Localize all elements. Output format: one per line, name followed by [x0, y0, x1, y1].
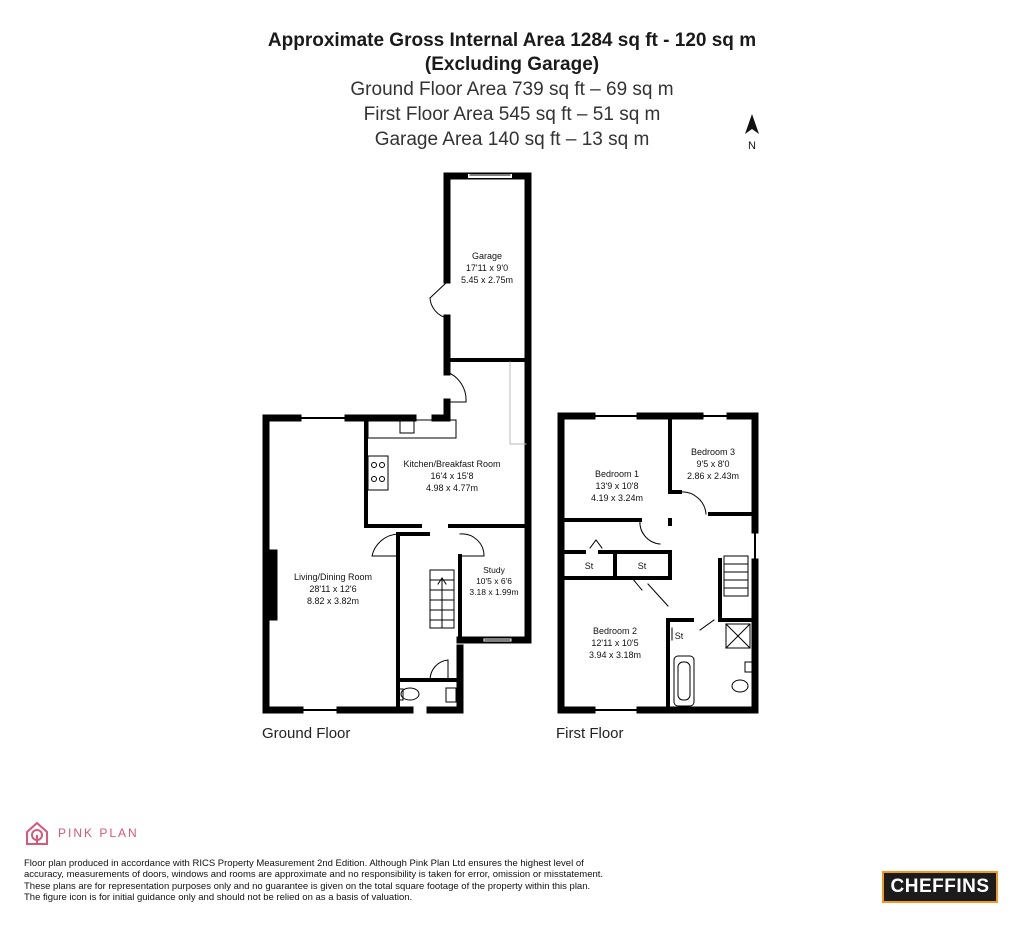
kitchen-hob [368, 456, 388, 490]
store1-label: St [584, 561, 594, 571]
garage-area: Garage Area 140 sq ft – 13 sq m [374, 129, 650, 150]
bedroom2-name: Bedroom 2 [592, 626, 638, 636]
wc-basin [446, 688, 456, 702]
bathroom-door [700, 620, 714, 630]
bathroom-basin [745, 662, 752, 672]
bedroom1-imperial: 13'9 x 10'8 [595, 481, 639, 491]
bedroom1-door [640, 520, 660, 544]
bedroom2-metric: 3.94 x 3.18m [588, 650, 642, 660]
kitchen-side-door [447, 372, 466, 402]
first-floor-stairs [724, 556, 748, 596]
garage-metric: 5.45 x 2.75m [460, 275, 514, 285]
disclaimer-text: Floor plan produced in accordance with RICS Property Measurement 2nd Edition. Although Pink Plan Ltd ensures the highest level of accuracy, measurements of doors, windows and rooms are approximate and no responsibility is taken for error, omission or misstatement. These plans are for representation purposes only and no guarantee is given on the total square footage of the property within this plan. The figure icon is for initial guidance only and should not be relied on as a basis of valuation. [24, 858, 604, 904]
pink-plan-logo-icon [24, 820, 50, 846]
fireplace [268, 550, 277, 620]
area-summary-note: (Excluding Garage) [424, 54, 600, 75]
bedroom2-door [648, 584, 668, 606]
living-metric: 8.82 x 3.82m [306, 596, 360, 606]
study-name: Study [483, 565, 505, 575]
bedroom3-imperial: 9'5 x 8'0 [696, 459, 730, 469]
store2-label: St [637, 561, 647, 571]
garage-imperial: 17'11 x 9'0 [465, 263, 509, 273]
bedroom1-name: Bedroom 1 [594, 469, 640, 479]
study-metric: 3.18 x 1.99m [469, 587, 519, 597]
first-floor-label: First Floor [556, 725, 624, 742]
kitchen-name: Kitchen/Breakfast Room [403, 459, 501, 469]
bedroom2-imperial: 12'11 x 10'5 [591, 638, 639, 648]
bathroom-toilet [732, 680, 748, 692]
garage-name: Garage [471, 251, 503, 261]
ground-floor-stairs [430, 570, 454, 628]
living-name: Living/Dining Room [293, 572, 373, 582]
bedroom3-name: Bedroom 3 [690, 447, 736, 457]
store3-label: St [674, 631, 684, 641]
kitchen-metric: 4.98 x 4.77m [425, 483, 479, 493]
living-door [372, 534, 398, 556]
bedroom3-door [680, 492, 706, 514]
north-arrow-icon [745, 114, 759, 152]
cheffins-logo: CHEFFINS [882, 871, 998, 903]
bedroom1-metric: 4.19 x 3.24m [590, 493, 644, 503]
kitchen-counter [368, 420, 456, 438]
bedroom3-metric: 2.86 x 2.43m [686, 471, 740, 481]
kitchen-sink [400, 421, 414, 433]
living-imperial: 28'11 x 12'6 [309, 584, 357, 594]
wc-toilet [401, 688, 419, 700]
compass-label: N [748, 140, 756, 152]
pink-plan-name: PINK PLAN [58, 826, 139, 840]
pink-plan-brand [24, 820, 139, 846]
garage-door [430, 282, 447, 318]
study-imperial: 10'5 x 6'6 [476, 576, 512, 586]
first-floor-area: First Floor Area 545 sq ft – 51 sq m [363, 104, 661, 125]
kitchen-imperial: 16'4 x 15'8 [430, 471, 474, 481]
wc-door [430, 660, 448, 680]
area-summary-title: Approximate Gross Internal Area 1284 sq ft - 120 sq m [267, 30, 757, 51]
ground-floor-area: Ground Floor Area 739 sq ft – 69 sq m [350, 79, 674, 100]
bath-tub [674, 656, 694, 706]
ground-floor-label: Ground Floor [262, 725, 351, 742]
study-door [460, 534, 484, 556]
room-labels [294, 251, 739, 660]
